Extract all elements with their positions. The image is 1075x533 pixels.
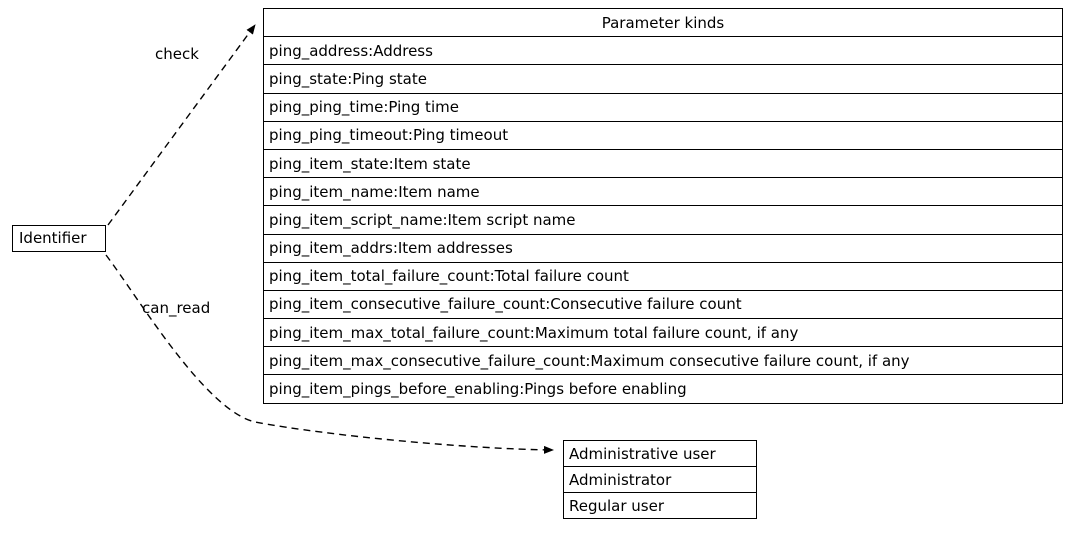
- parameter-kinds-title: [264, 9, 1062, 37]
- row-label: ping_state:Ping state: [269, 69, 427, 88]
- table-row[interactable]: [264, 291, 1062, 319]
- table-row[interactable]: [264, 263, 1062, 291]
- row-label: ping_item_pings_before_enabling:Pings before enabling: [269, 380, 687, 399]
- row-label: ping_item_consecutive_failure_count:Consecutive failure count: [269, 295, 742, 314]
- table-row[interactable]: [264, 37, 1062, 65]
- parameter-kinds-title-text: Parameter kinds: [601, 13, 725, 32]
- table-row[interactable]: [264, 94, 1062, 122]
- table-row[interactable]: [264, 375, 1062, 403]
- row-label: ping_item_state:Item state: [269, 154, 471, 173]
- edge-label-check: check: [155, 45, 199, 63]
- row-label: ping_item_addrs:Item addresses: [269, 239, 513, 258]
- row-label: Administrator: [569, 470, 672, 489]
- row-label: ping_ping_timeout:Ping timeout: [269, 126, 509, 145]
- row-label: ping_address:Address: [269, 41, 433, 60]
- row-label: ping_item_max_consecutive_failure_count:Maximum consecutive failure count, if any: [269, 351, 910, 370]
- table-row[interactable]: [564, 441, 756, 467]
- row-label: ping_ping_time:Ping time: [269, 98, 459, 117]
- node-administrative-user[interactable]: [563, 440, 757, 519]
- table-row[interactable]: [264, 319, 1062, 347]
- row-label: ping_item_name:Item name: [269, 182, 480, 201]
- table-row[interactable]: [264, 65, 1062, 93]
- table-row[interactable]: [264, 150, 1062, 178]
- table-row[interactable]: [264, 206, 1062, 234]
- edge-label-can-read: can_read: [142, 299, 211, 317]
- row-label: Administrative user: [569, 444, 716, 463]
- node-identifier[interactable]: [12, 225, 106, 252]
- node-parameter-kinds[interactable]: [263, 8, 1063, 404]
- table-row[interactable]: [264, 122, 1062, 150]
- table-row[interactable]: [564, 493, 756, 519]
- row-label: Regular user: [569, 496, 665, 515]
- table-row[interactable]: [264, 235, 1062, 263]
- node-identifier-label: Identifier: [19, 229, 87, 247]
- table-row[interactable]: [264, 178, 1062, 206]
- table-row[interactable]: [564, 467, 756, 493]
- row-label: ping_item_script_name:Item script name: [269, 210, 576, 229]
- row-label: ping_item_max_total_failure_count:Maximum total failure count, if any: [269, 323, 799, 342]
- row-label: ping_item_total_failure_count:Total failure count: [269, 267, 629, 286]
- table-row[interactable]: [264, 347, 1062, 375]
